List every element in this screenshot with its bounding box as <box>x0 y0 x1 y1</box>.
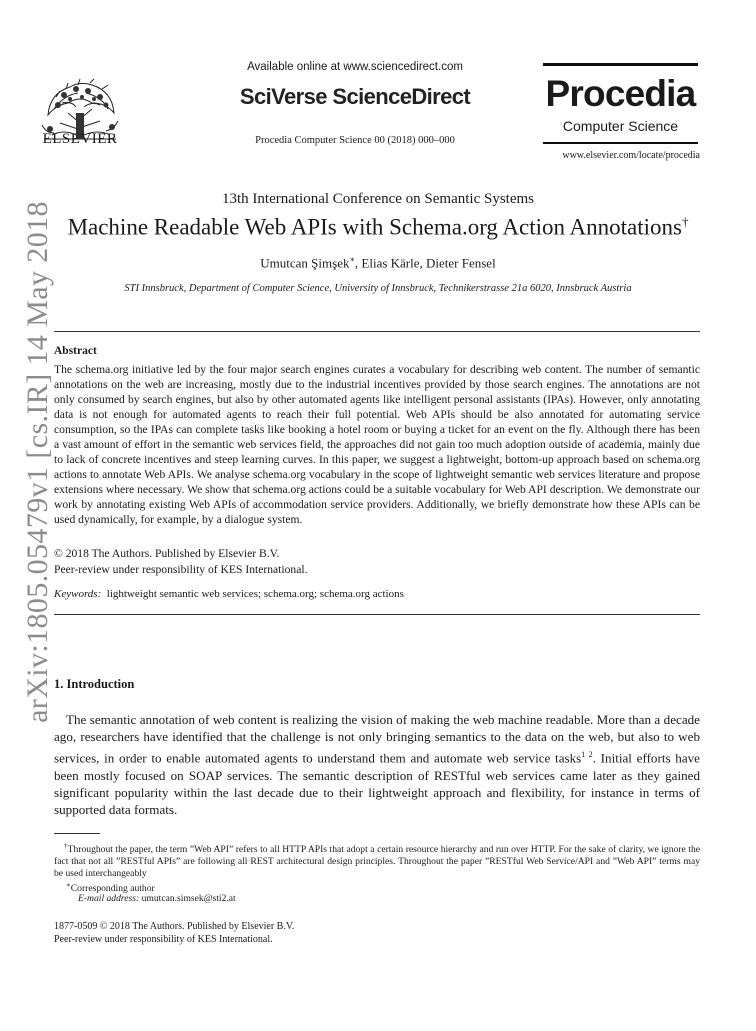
author-list <box>0 255 756 271</box>
keywords-label: Keywords: <box>54 588 102 600</box>
sciverse-logo-text: SciVerse ScienceDirect <box>239 84 471 109</box>
arxiv-identifier: arXiv:1805.05479v1 [cs.IR] 14 May 2018 <box>21 201 54 723</box>
intro-text-cont: . Initial efforts have been mostly focused on SOAP services. The semantic description of RESTful web services came later as they gained significant popularity within the last decade due to their lightweight approach and flexibility, for instance in terms of supported data formats. <box>54 750 700 818</box>
procedia-logo-title: Procedia <box>545 73 696 114</box>
title-footnote-mark: † <box>681 214 689 229</box>
affiliation: STI Innsbruck, Department of Computer Science, University of Innsbruck, Technikerstrasse 21a 6020, Innsbruck Austria <box>124 283 632 294</box>
author-1: Umutcan Şimşek <box>260 255 350 271</box>
procedia-rule-bottom <box>543 142 698 144</box>
paper-title-text: Machine Readable Web APIs with Schema.org Action Annotations <box>67 214 682 240</box>
procedia-rule-top <box>543 63 698 66</box>
abstract-peer-review: Peer-review under responsibility of KES International. <box>54 563 308 576</box>
footer-peer-review: Peer-review under responsibility of KES International. <box>54 934 273 945</box>
divider-bottom <box>54 614 700 615</box>
abstract-copyright: © 2018 The Authors. Published by Elsevier B.V. <box>54 547 280 560</box>
footnote-corresponding-text: Corresponding author <box>70 883 155 895</box>
introduction-paragraph <box>54 711 700 819</box>
citation-refs[interactable]: 1 2 <box>581 749 593 759</box>
intro-text: The semantic annotation of web content is realizing the vision of making the web machine readable. More than a decade ago, researchers have identified that the challenge is not only bringing semantics to the data on the web, but also to web services, in order to enable automated agents to understand them and automate web service tasks <box>54 712 700 766</box>
footnote-star-mark: ∗ <box>66 881 71 889</box>
journal-reference: Procedia Computer Science 00 (2018) 000–000 <box>255 135 455 146</box>
conference-name: 13th International Conference on Semantic Systems <box>221 191 534 207</box>
footnote-email <box>78 893 236 905</box>
keywords-list: lightweight semantic web services; schema.org; schema.org actions <box>106 588 404 600</box>
corresponding-mark: ∗ <box>349 255 355 264</box>
divider-top <box>54 331 700 332</box>
journal-url-link[interactable]: www.elsevier.com/locate/procedia <box>562 150 700 161</box>
footnote-dagger <box>54 840 700 880</box>
footnote-dagger-mark: † <box>64 842 68 850</box>
abstract-body: The schema.org initiative led by the four major search engines curates a vocabulary for describing web content. The number of semantic annotations on the web are increasing, mostly due to the industrial incentives provided by those search engines. The annotations are not only consumed by search engines, but also by other automated agents like intelligent personal assistants (IPAs). However, only annotating data is not enough for automated agents to reach their full potential. Web APIs should be also annotated for automating service consumption, so the IPAs can complete tasks like booking a hotel room or buying a ticket for an event on the fly. Although there has been a vast amount of effort in the semantic web services field, the approaches did not gain too much adoption outside of academia, mainly due to lack of concrete incentives and steep learning curves. In this paper, we suggest a lightweight, bottom-up approach based on schema.org actions to annotate Web APIs. We analyse schema.org vocabulary in the scope of lightweight semantic web services literature and propose extensions where necessary. We show that schema.org actions could be a suitable vocabulary for Web API description. We demonstrate our work by annotating existing Web APIs of accommodation service providers. Additionally, we briefly demonstrate how these APIs can be used dynamically, for example, by a dialogue system. <box>54 363 700 527</box>
other-authors: , Elias Kärle, Dieter Fensel <box>354 255 496 271</box>
footnote-rule <box>54 833 100 834</box>
available-online: Available online at www.sciencedirect.com <box>247 61 463 73</box>
email-label: E-mail address: <box>78 893 140 904</box>
footer-issn: 1877-0509 © 2018 The Authors. Published by Elsevier B.V. <box>54 921 295 932</box>
section-heading-introduction: 1. Introduction <box>54 677 135 691</box>
paper-title <box>0 214 756 241</box>
procedia-logo-subtitle: Computer Science <box>562 118 679 134</box>
abstract-heading: Abstract <box>54 345 97 357</box>
email-address[interactable]: umutcan.simsek@sti2.at <box>141 893 236 904</box>
keywords <box>54 588 404 600</box>
footnote-dagger-text: Throughout the paper, the term ”Web API” refers to all HTTP APIs that adopt a certain resource hierarchy and run over HTTP. For the sake of clarity, we ignore the fact that not all ”RESTful APIs” are following all REST architectural design principles. Throughout the paper ”RESTful Web Service/API and ”Web API” terms may be used interchangeably <box>54 844 701 880</box>
publisher-name: ELSEVIER <box>42 131 118 147</box>
